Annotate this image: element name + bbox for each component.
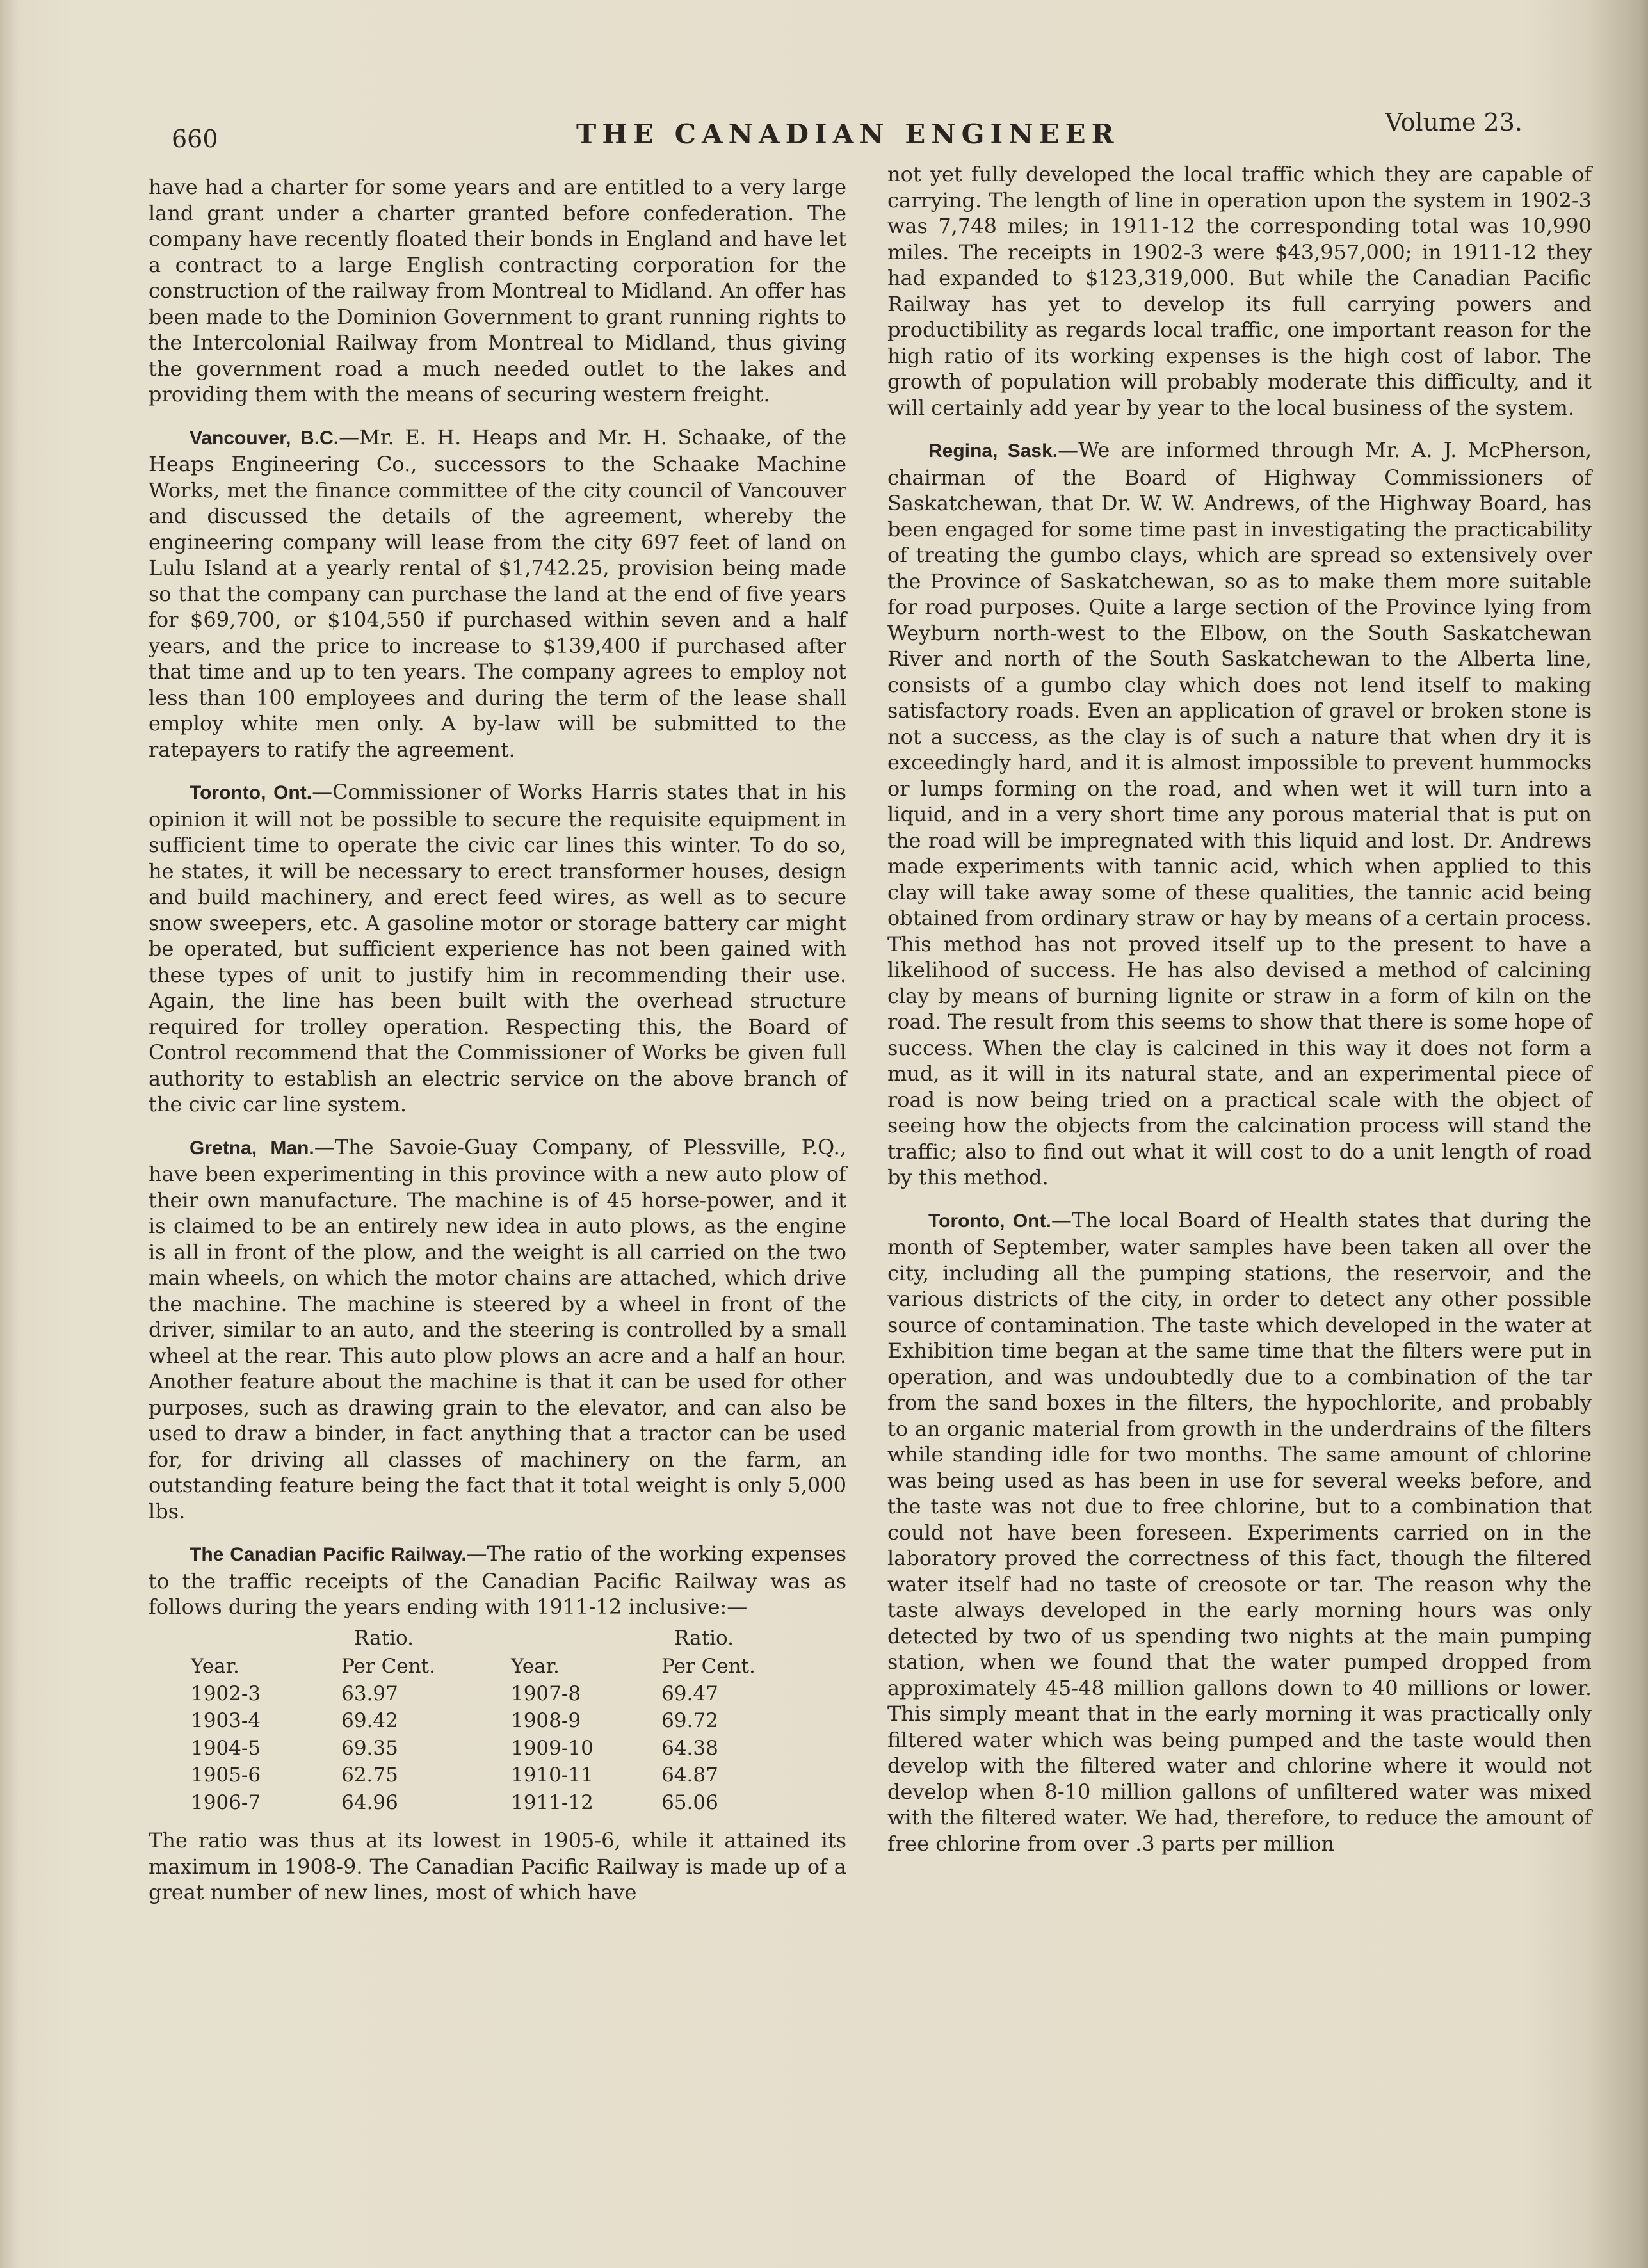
table-row [191,1735,831,1762]
table-header-ratio: Ratio. [674,1626,734,1650]
table-row [191,1707,831,1735]
paragraph-text: not yet fully developed the local traffic which they are capable of carrying. The length of line in operation upon the system in 1902-3 was 7,748 miles; in 1911-12 the corresponding total was 10,990 miles. The receipts in 1902-3 were $43,957,000; in 1911-12 they had expanded to $123,319,000. But while the Canadian Pacific Railway has yet to develop its full carrying powers and productibility as regards local traffic, one important reason for the high ratio of its working expenses is the high cost of labor. The growth of population will probably moderate this difficulty, and it will certainly add year by year to the local business of the system. [887,162,1592,420]
table-row [191,1762,831,1789]
table-header-year: Year. [510,1654,560,1678]
table-cell-ratio: 69.35 [341,1736,398,1760]
volume-label: Volume 23. [1385,108,1523,136]
paragraph-text: The ratio was thus at its lowest in 1905-6, while it attained its maximum in 1908-9. The Canadian Pacific Railway is made up of a great number of new lines, most of which have [149,1828,846,1904]
article-regina [887,437,1592,1191]
article-toronto [149,779,846,1118]
table-cell-ratio: 69.47 [661,1682,718,1705]
table-header-percent: Per Cent. [661,1654,755,1678]
table-cell-year: 1906-7 [191,1790,261,1814]
table-cell-year: 1903-4 [191,1709,261,1732]
table-cell-year: 1905-6 [191,1764,261,1787]
article-text: —The local Board of Health states that during the month of September, water samples have been taken all over the city, including all the pumping stations, the reservoir, and the various districts of the city, in order to detect any other possible source of contamination. The taste which developed in the water at Exhibition time began at the same time that the filters were put in operation, and was undoubtedly due to a combination of the tar from the sand boxes in the filters, the hypochlorite, and probably to an organic material from growth in the underdrains of the filters while standing idle for two months. The same amount of chlorine was being used as has been in use for several weeks before, and the taste was not due to free chlorine, but to a combination that could not have been foreseen. Experiments carried on in the laboratory proved the correctness of this fact, though the filtered water itself had no taste of creosote or tar. The reason why the taste always developed in the early morning hours was only detected by two of us spending two nights at the main pumping station, when we found that the water pumped dropped from approximately 45-48 million gallons down to 40 millions or lower. This simply meant that in the early morning it was practically only filtered water which was being pumped and the taste would then develop with the filtered water and chlorine where it would not develop when 8-10 million gallons of unfiltered water was mixed with the filtered water. We had, therefore, to reduce the amount of free chlorine from over .3 parts per million [887,1207,1592,1856]
table-cell-year: 1910-11 [510,1764,594,1787]
table-cell-year: 1907-8 [510,1682,581,1705]
article-lead: Toronto, Ont. [190,782,312,803]
article-toronto-health [887,1207,1592,1857]
left-column [149,174,846,1922]
table-cell-year: 1904-5 [191,1736,261,1760]
table-cell-ratio: 65.06 [661,1790,718,1814]
article-paragraph [887,161,1592,421]
table-header-year: Year. [191,1654,239,1678]
table-header-percent: Per Cent. [341,1654,435,1678]
journal-title: THE CANADIAN ENGINEER [576,118,1120,150]
article-text: —The ratio of the working expenses to the traffic receipts of the Canadian Pacific Railway was as follows during the years ending with 1911-12 inclusive:— [149,1541,846,1619]
article-text: —Commissioner of Works Harris states that in his opinion it will not be possible to secure the requisite equipment in sufficient time to operate the civic car lines this winter. To do so, he states, it will be necessary to erect transformer houses, design and build machinery, and erect feed wires, as well as to secure snow sweepers, etc. A gasoline motor or storage battery car might be operated, but sufficient experience has not been gained with these types of unit to justify him in recommending their use. Again, the line has been built with the overhead structure required for trolley operation. Respecting this, the Board of Control recommend that the Commissioner of Works be given full authority to establish an electric service on the above branch of the civic car line system. [149,780,846,1116]
table-cell-year: 1911-12 [510,1790,594,1814]
article-text: —The Savoie-Guay Company, of Plessville, P.Q., have been experimenting in this province with a new auto plow of their own manufacture. The machine is of 45 horse-power, and it is claimed to be an entirely new idea in auto plows, as the engine is all in front of the plow, and the weight is all carried on the two main wheels, on which the motor chains are attached, which drive the machine. The machine is steered by a wheel in front of the driver, similar to an auto, and the steering is controlled by a small wheel at the rear. This auto plow plows an acre and a half an hour. Another feature about the machine is that it can be used for other purposes, such as drawing grain to the elevator, and can also be used to draw a binder, in fact anything that a tractor can be used for, for driving all classes of machinery on the farm, an outstanding feature being the fact that it total weight is only 5,000 lbs. [149,1134,847,1524]
article-lead: Vancouver, B.C. [190,427,339,449]
table-row [191,1789,831,1817]
page-header [172,106,1548,157]
table-row [191,1680,831,1708]
article-lead: Toronto, Ont. [928,1210,1051,1232]
article-lead: Regina, Sask. [928,440,1058,462]
table-cell-ratio: 62.75 [341,1764,398,1787]
table-cell-year: 1909-10 [510,1736,594,1760]
table-cell-year: 1902-3 [191,1682,261,1705]
table-cell-ratio: 69.42 [341,1709,398,1732]
article-cpr [149,1541,846,1620]
ratio-table [191,1624,831,1817]
table-cell-ratio: 63.97 [341,1682,398,1705]
article-lead: The Canadian Pacific Railway. [190,1544,467,1565]
table-cell-year: 1908-9 [510,1709,581,1732]
table-cell-ratio: 64.96 [341,1790,398,1814]
article-text: —We are informed through Mr. A. J. McPherson, chairman of the Board of Highway Commissioners of Saskatchewan, that Dr. W. W. Andrews, of the Highway Board, has been engaged for some time past in investigating the practicability of treating the gumbo clays, which are spread so extensively over the Province of Saskatchewan, so as to make them more suitable for road purposes. Quite a large section of the Province lying from Weyburn north-west to the Elbow, on the South Saskatchewan River and north of the South Saskatchewan to the Alberta line, consists of a gumbo clay which does not lend itself to making satisfactory roads. Even an application of gravel or broken stone is not a success, as the clay is of such a nature that when dry it is exceedingly hard, and it is almost impossible to prevent hummocks or lumps forming on the road, and when wet it will turn into a liquid, and in a very short time any porous material that is put on the road will be impregnated with this liquid and lost. Dr. Andrews made experiments with tannic acid, which when applied to this clay will take away some of these qualities, the tannic acid being obtained from ordinary straw or hay by means of a certain process. This method has not proved itself up to the present to have a likelihood of success. He has also devised a method of calcining clay by means of burning lignite or straw in a form of kiln on the road. The result from this seems to show that there is some hope of success. When the clay is calcined in this way it does not form a mud, as it will in its natural state, and an experimental piece of road is now being tried on a practical scale with the object of seeing how the objects from the calcination process will stand the traffic; also to find out what it will cost to do a unit length of road by this method. [887,438,1592,1189]
article-paragraph [149,174,846,408]
article-lead: Gretna, Man. [190,1137,314,1159]
table-cell-ratio: 69.72 [661,1709,718,1732]
table-cell-ratio: 64.38 [661,1736,718,1760]
right-column [887,161,1592,1873]
page-number: 660 [172,125,218,153]
table-cell-ratio: 64.87 [661,1764,718,1787]
article-text: —Mr. E. H. Heaps and Mr. H. Schaake, of the Heaps Engineering Co., successors to the Schaake Machine Works, met the finance committee of the city council of Vancouver and discussed the details of the agreement, whereby the engineering company will lease from the city 697 feet of land on Lulu Island at a yearly rental of $1,742.25, provision being made so that the company can purchase the land at the end of five years for $69,700, or $104,550 if purchased within seven and a half years, and the price to increase to $139,400 if purchased after that time and up to ten years. The company agrees to employ not less than 100 employees and during the term of the lease shall employ white men only. A by-law will be submitted to the ratepayers to ratify the agreement. [149,424,847,762]
table-header-ratio: Ratio. [354,1626,414,1650]
article-gretna [149,1134,846,1525]
article-cpr-conclusion [149,1828,846,1906]
article-vancouver [149,424,846,763]
paragraph-text: have had a charter for some years and are entitled to a very large land grant under a charter granted before confederation. The company have recently floated their bonds in England and have let a contract to a large English contracting corporation for the construction of the railway from Montreal to Midland. An offer has been made to the Dominion Government to grant running rights to the Intercolonial Railway from Montreal to Midland, thus giving the government road a much needed outlet to the lakes and providing them with the means of securing western freight. [149,175,846,406]
